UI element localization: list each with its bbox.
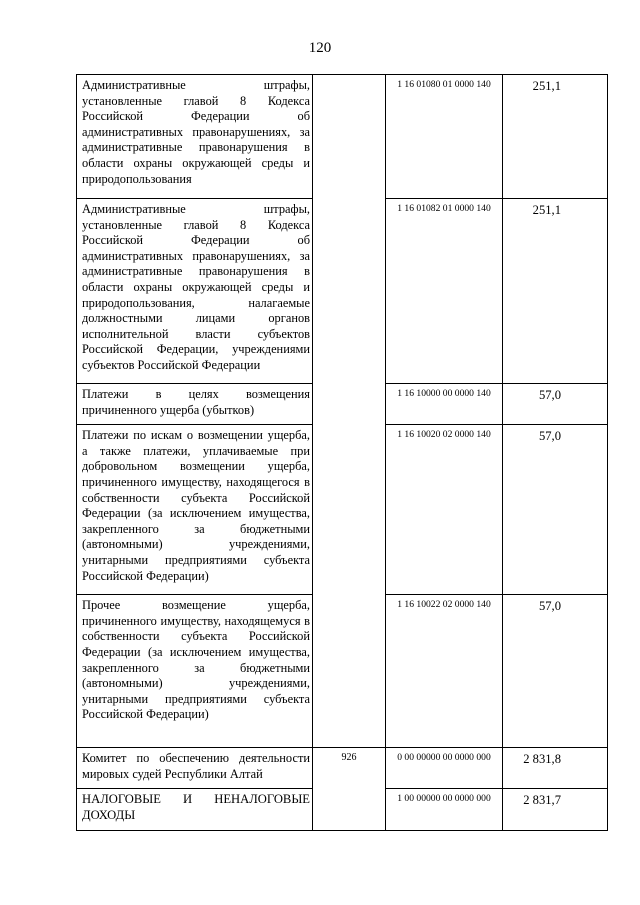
row-kbk-code: 1 16 10020 02 0000 140 xyxy=(397,429,491,441)
row-description: НАЛОГОВЫЕ И НЕНАЛОГОВЫЕ ДОХОДЫ xyxy=(82,792,310,822)
revenue-table xyxy=(76,74,608,831)
row-description: Платежи в целях возмещения причиненного ущерба (убытков) xyxy=(82,387,310,417)
description-cell xyxy=(77,595,313,748)
row-amount: 57,0 xyxy=(538,388,561,402)
row-kbk-code: 1 16 10000 00 0000 140 xyxy=(397,388,491,399)
amount-cell xyxy=(503,75,608,199)
amount-cell xyxy=(503,199,608,384)
kbk-cell xyxy=(386,595,503,748)
kbk-cell xyxy=(386,384,503,425)
amount-cell xyxy=(503,425,608,595)
kbk-cell xyxy=(386,425,503,595)
row-kbk-code: 0 00 00000 00 0000 000 xyxy=(397,752,491,764)
row-kbk-code: 1 16 10022 02 0000 140 xyxy=(397,599,491,611)
amount-cell xyxy=(503,384,608,425)
amount-cell xyxy=(503,748,608,789)
row-description: Административные штрафы, установленные главой 8 Кодекса Российской Федерации об административных правонарушениях, за административные правонарушения в области охраны окружающей среды и природопользования xyxy=(82,78,310,186)
kbk-cell xyxy=(386,199,503,384)
row-kbk-code: 1 16 01080 01 0000 140 xyxy=(397,79,491,90)
row-amount: 2 831,7 xyxy=(523,793,561,808)
table-row xyxy=(77,75,608,199)
page-number: 120 xyxy=(308,40,332,56)
row-admin-code xyxy=(313,75,385,78)
description-cell xyxy=(77,384,313,425)
description-cell xyxy=(77,425,313,595)
row-description: Прочее возмещение ущерба, причиненного имуществу, находящемуся в собственности субъекта Российской Федерации (за исключением имущества, закрепленного за бюджетными (автономными) учреждениями, унитарными предприятиями субъекта Российской Федерации) xyxy=(82,598,310,722)
amount-cell xyxy=(503,789,608,831)
description-cell xyxy=(77,199,313,384)
row-description: Комитет по обеспечению деятельности мировых судей Республики Алтай xyxy=(82,751,310,781)
row-amount: 251,1 xyxy=(532,79,561,93)
kbk-cell xyxy=(386,789,503,831)
row-kbk-code: 1 16 01082 01 0000 140 xyxy=(397,203,491,214)
admin-code-cell xyxy=(313,748,386,831)
row-description: Платежи по искам о возмещении ущерба, а также платежи, уплачиваемые при добровольном возмещении ущерба, причиненного имуществу, находящегося в собственности субъекта Российской Федерации (за исключением имущества, закрепленного за бюджетными (автономными) учреждениями, унитарными предприятиями субъекта Российской Федерации) xyxy=(82,428,310,583)
row-description: Административные штрафы, установленные главой 8 Кодекса Российской Федерации об административных правонарушениях, за административные правонарушения в области охраны окружающей среды и природопользования, налагаемые должностными лицами органов исполнительной власти субъектов Российской Федерации, учреждениями субъектов Российской Федерации xyxy=(82,202,310,372)
row-amount: 251,1 xyxy=(532,203,561,217)
row-admin-code: 926 xyxy=(341,752,357,764)
description-cell xyxy=(77,75,313,199)
row-kbk-code: 1 00 00000 00 0000 000 xyxy=(397,793,491,805)
amount-cell xyxy=(503,595,608,748)
row-amount: 57,0 xyxy=(538,429,561,444)
table-row xyxy=(77,748,608,789)
row-amount: 2 831,8 xyxy=(523,752,561,767)
admin-code-cell xyxy=(313,75,386,748)
row-amount: 57,0 xyxy=(538,599,561,614)
description-cell xyxy=(77,748,313,789)
kbk-cell xyxy=(386,75,503,199)
description-cell xyxy=(77,789,313,831)
kbk-cell xyxy=(386,748,503,789)
